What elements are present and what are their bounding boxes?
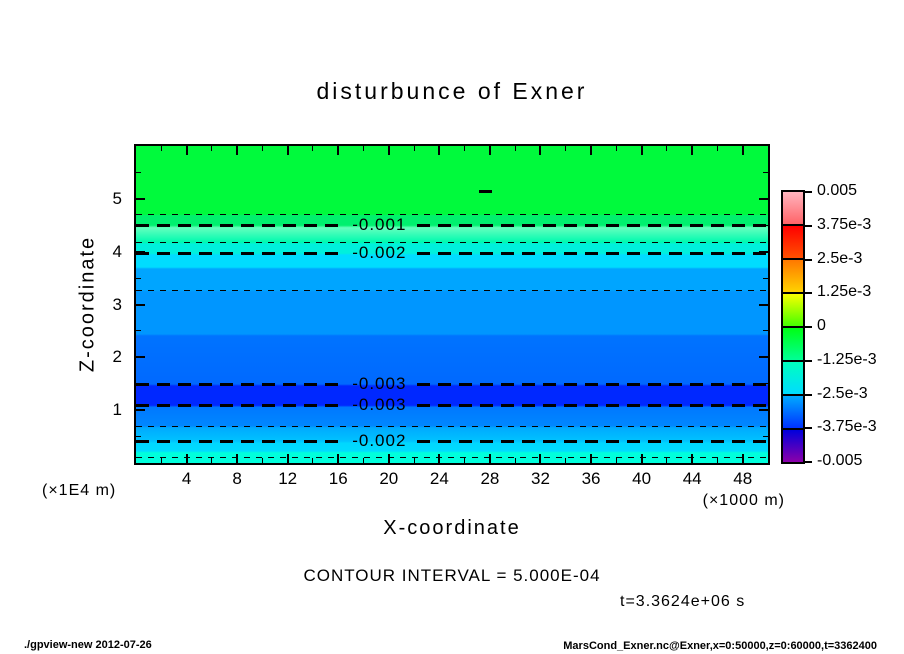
x-tick	[515, 458, 516, 463]
y-tick	[136, 198, 145, 200]
contour-line-segment	[136, 252, 341, 255]
contour-line	[136, 242, 768, 243]
x-tick	[236, 146, 238, 155]
x-axis-title: X-coordinate	[383, 517, 521, 539]
y-tick	[136, 436, 141, 437]
y-axis-unit: (×1E4 m)	[42, 482, 117, 499]
x-tick	[337, 146, 339, 155]
x-tick-labels	[136, 469, 768, 489]
x-tick-label: 32	[531, 469, 550, 488]
contour-line-segment	[136, 383, 341, 386]
contour-line	[136, 243, 768, 263]
y-tick-label: 5	[112, 188, 122, 208]
page-title: disturbunce of Exner	[316, 78, 588, 104]
colorbar-segment	[783, 292, 803, 326]
y-tick	[763, 330, 768, 331]
x-tick-label: 48	[733, 469, 753, 488]
colorbar-label: -0.005	[817, 452, 863, 469]
y-tick-labels	[96, 146, 122, 463]
x-tick	[388, 146, 390, 155]
x-tick	[539, 146, 541, 155]
contour-line	[136, 394, 768, 414]
x-tick	[414, 146, 415, 151]
x-tick	[161, 146, 162, 151]
y-tick	[763, 172, 768, 173]
x-tick-label: 36	[581, 469, 601, 488]
x-tick	[262, 146, 263, 151]
x-tick-label: 40	[632, 469, 652, 488]
x-tick	[489, 146, 491, 155]
colorbar-segment	[783, 394, 803, 428]
zero-contour-dash	[479, 190, 492, 193]
x-tick-label: 4	[181, 469, 192, 488]
contour-line	[136, 214, 768, 215]
time-label: t=3.3624e+06 s	[620, 593, 746, 610]
colorbar-tick	[805, 326, 812, 328]
contour-line-segment	[136, 224, 341, 227]
y-tick	[136, 172, 141, 173]
y-tick	[759, 356, 768, 358]
colorbar-labels	[805, 182, 900, 469]
contour-line-segment	[136, 242, 768, 243]
contour-line	[136, 290, 768, 291]
y-tick	[136, 304, 145, 306]
x-tick-label: 24	[429, 469, 449, 488]
x-tick-label: 28	[480, 469, 500, 488]
y-tick-label: 4	[112, 241, 122, 261]
contour-line	[136, 374, 768, 394]
colorbar-label: 3.75e-3	[817, 215, 872, 233]
x-tick	[464, 458, 465, 463]
x-tick	[691, 146, 693, 155]
colorbar-label: 0	[817, 317, 826, 334]
x-axis-unit: (×1000 m)	[702, 492, 785, 509]
x-tick	[641, 454, 643, 463]
x-tick	[565, 458, 566, 463]
x-tick-label: 44	[682, 469, 702, 488]
y-tick	[759, 198, 768, 200]
x-tick	[287, 454, 289, 463]
contour-interval-note: CONTOUR INTERVAL = 5.000E-04	[303, 566, 601, 585]
colorbar-segment	[783, 192, 803, 224]
y-tick-label: 2	[112, 347, 122, 367]
x-tick	[337, 454, 339, 463]
x-tick	[211, 146, 212, 151]
colorbar-label: 1.25e-3	[817, 283, 872, 301]
x-tick	[414, 458, 415, 463]
x-tick	[515, 146, 516, 151]
colorbar	[781, 190, 805, 464]
x-tick	[616, 146, 617, 151]
contour-label: -0.003	[352, 394, 407, 414]
y-tick	[763, 278, 768, 279]
x-tick	[287, 146, 289, 155]
x-tick	[717, 146, 718, 151]
y-tick-label: 1	[112, 400, 122, 420]
y-tick	[136, 409, 145, 411]
x-tick	[262, 458, 263, 463]
x-tick	[464, 146, 465, 151]
x-tick-label: 12	[278, 469, 298, 488]
y-tick	[759, 304, 768, 306]
colorbar-label: 2.5e-3	[817, 249, 863, 267]
contour-line-segment	[136, 290, 768, 291]
y-axis-title: Z-coordinate	[76, 235, 99, 373]
x-tick-label: 20	[379, 469, 399, 488]
contour-line-segment	[417, 252, 768, 255]
colorbar-tick	[805, 461, 812, 463]
colorbar-tick	[805, 394, 812, 396]
contour-line-segment	[136, 440, 341, 443]
contour-line	[136, 426, 768, 427]
x-tick	[312, 146, 313, 151]
x-tick	[388, 454, 390, 463]
y-tick	[136, 278, 141, 279]
colorbar-label: -1.25e-3	[817, 350, 877, 368]
contour-line	[136, 457, 768, 458]
x-tick	[438, 146, 440, 155]
x-tick	[186, 146, 188, 155]
colorbar-segment	[783, 258, 803, 292]
colorbar-label: -3.75e-3	[817, 418, 877, 436]
colorbar-tick	[805, 259, 812, 261]
contour-line	[136, 431, 768, 451]
y-tick-label: 3	[112, 294, 122, 314]
x-tick	[590, 146, 592, 155]
footer-command: ./gpview-new 2012-07-26	[24, 639, 152, 651]
x-tick	[666, 146, 667, 151]
colorbar-label: 0.005	[817, 182, 858, 199]
colorbar-segment	[783, 326, 803, 360]
y-tick	[759, 409, 768, 411]
colorbar-tick	[805, 225, 812, 227]
contour-line-segment	[136, 214, 768, 215]
colorbar-tick	[805, 191, 812, 193]
x-tick	[691, 454, 693, 463]
x-tick	[489, 454, 491, 463]
colorbar-label: -2.5e-3	[817, 384, 868, 402]
contour-label: -0.003	[352, 374, 407, 394]
footer-datasource: MarsCond_Exner.nc@Exner,x=0:50000,z=0:60000,t=3362400	[563, 640, 877, 652]
colorbar-tick	[805, 292, 812, 294]
contour-line-segment	[417, 224, 768, 227]
colorbar-tick	[805, 427, 812, 429]
x-tick	[641, 146, 643, 155]
contour-line-segment	[136, 404, 341, 407]
x-tick	[742, 454, 744, 463]
contour-label: -0.001	[352, 214, 407, 234]
contour-label: -0.002	[352, 431, 407, 451]
x-tick	[565, 146, 566, 151]
plot-area	[134, 144, 770, 465]
x-tick	[666, 458, 667, 463]
x-tick-label: 8	[232, 469, 242, 488]
contour-label: -0.002	[352, 243, 407, 263]
x-tick-label: 16	[328, 469, 348, 488]
contour-line-segment	[136, 457, 768, 458]
x-tick	[161, 458, 162, 463]
x-tick	[742, 146, 744, 155]
colorbar-tick	[805, 360, 812, 362]
x-tick	[717, 458, 718, 463]
contour-line-segment	[136, 426, 768, 427]
x-tick	[236, 454, 238, 463]
colorbar-segment	[783, 428, 803, 462]
x-tick	[539, 454, 541, 463]
x-tick	[616, 458, 617, 463]
contour-line-segment	[417, 440, 768, 443]
x-tick	[186, 454, 188, 463]
x-tick	[363, 458, 364, 463]
contour-line-segment	[417, 404, 768, 407]
contour-line	[136, 214, 768, 234]
x-tick	[590, 454, 592, 463]
x-tick	[211, 458, 212, 463]
x-tick	[438, 454, 440, 463]
y-tick	[136, 356, 145, 358]
colorbar-segment	[783, 360, 803, 394]
x-tick	[363, 146, 364, 151]
y-tick	[136, 330, 141, 331]
y-tick	[763, 436, 768, 437]
colorbar-segment	[783, 224, 803, 258]
contour-line-segment	[417, 383, 768, 386]
x-tick	[312, 458, 313, 463]
